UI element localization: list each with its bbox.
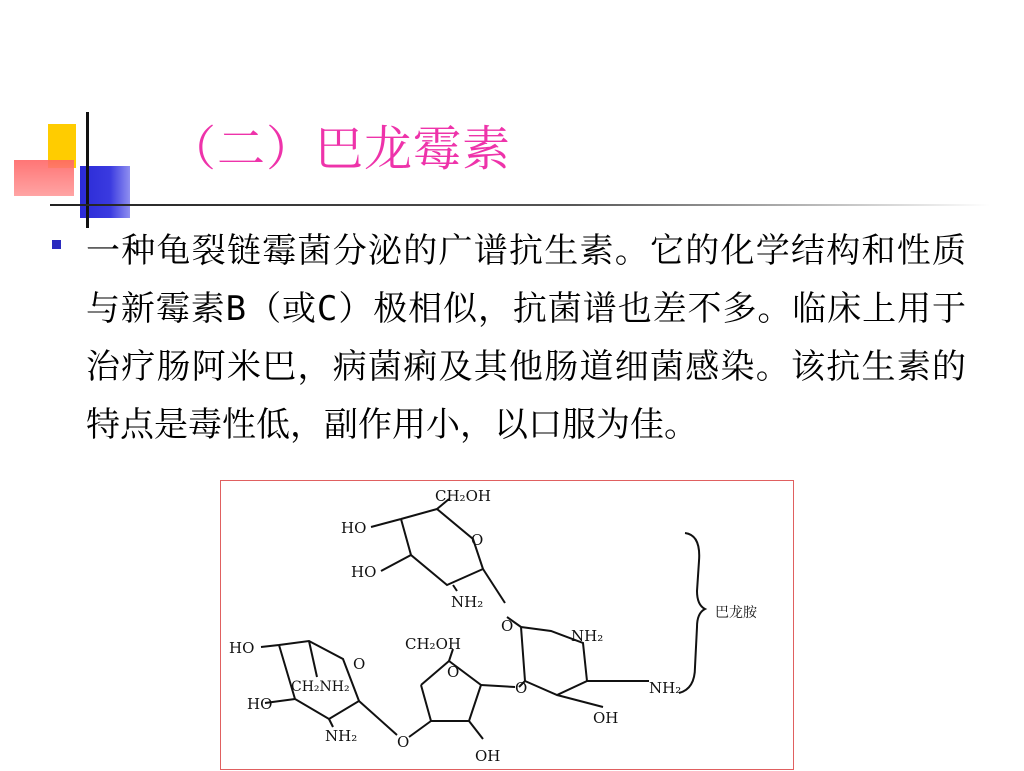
label-o-link3: O bbox=[397, 733, 410, 751]
label-o-link2: O bbox=[515, 679, 528, 697]
structure-drawing bbox=[221, 481, 795, 771]
chemical-structure-figure bbox=[220, 480, 794, 770]
label-ho-2: HO bbox=[351, 563, 377, 581]
bullet-square-icon bbox=[52, 240, 61, 249]
label-nh2-2: NH₂ bbox=[571, 627, 604, 645]
title-underline bbox=[50, 204, 990, 206]
label-oh-bottom: OH bbox=[475, 747, 501, 765]
slide-body-text: 一种龟裂链霉菌分泌的广谱抗生素。它的化学结构和性质与新霉素B（或C）极相似，抗菌谱也差不多。临床上用于治疗肠阿米巴，病菌痢及其他肠道细菌感染。该抗生素的特点是毒性低，副作用小，以口服为佳。 bbox=[86, 231, 966, 445]
label-o-ring2: O bbox=[353, 655, 366, 673]
label-ch2oh-mid: CH₂OH bbox=[405, 635, 461, 653]
label-o-ring1: O bbox=[471, 531, 484, 549]
label-ch2nh2: CH₂NH₂ bbox=[291, 679, 350, 695]
label-bracket-paromamine: 巴龙胺 bbox=[715, 605, 757, 621]
decor-red-square bbox=[14, 160, 74, 196]
label-ho-1: HO bbox=[341, 519, 367, 537]
label-nh2-3: NH₂ bbox=[325, 727, 358, 745]
label-o-link1: O bbox=[501, 617, 514, 635]
label-ho-3: HO bbox=[229, 639, 255, 657]
decor-vertical-line bbox=[86, 112, 89, 228]
label-nh2-1: NH₂ bbox=[451, 593, 484, 611]
label-oh-right: OH bbox=[593, 709, 619, 727]
label-o-ring3: O bbox=[447, 663, 460, 681]
label-ch2oh-top: CH₂OH bbox=[435, 487, 491, 505]
label-nh2-4: NH₂ bbox=[649, 679, 682, 697]
slide-title: （二）巴龙霉素 bbox=[168, 121, 512, 177]
label-ho-4: HO bbox=[247, 695, 273, 713]
